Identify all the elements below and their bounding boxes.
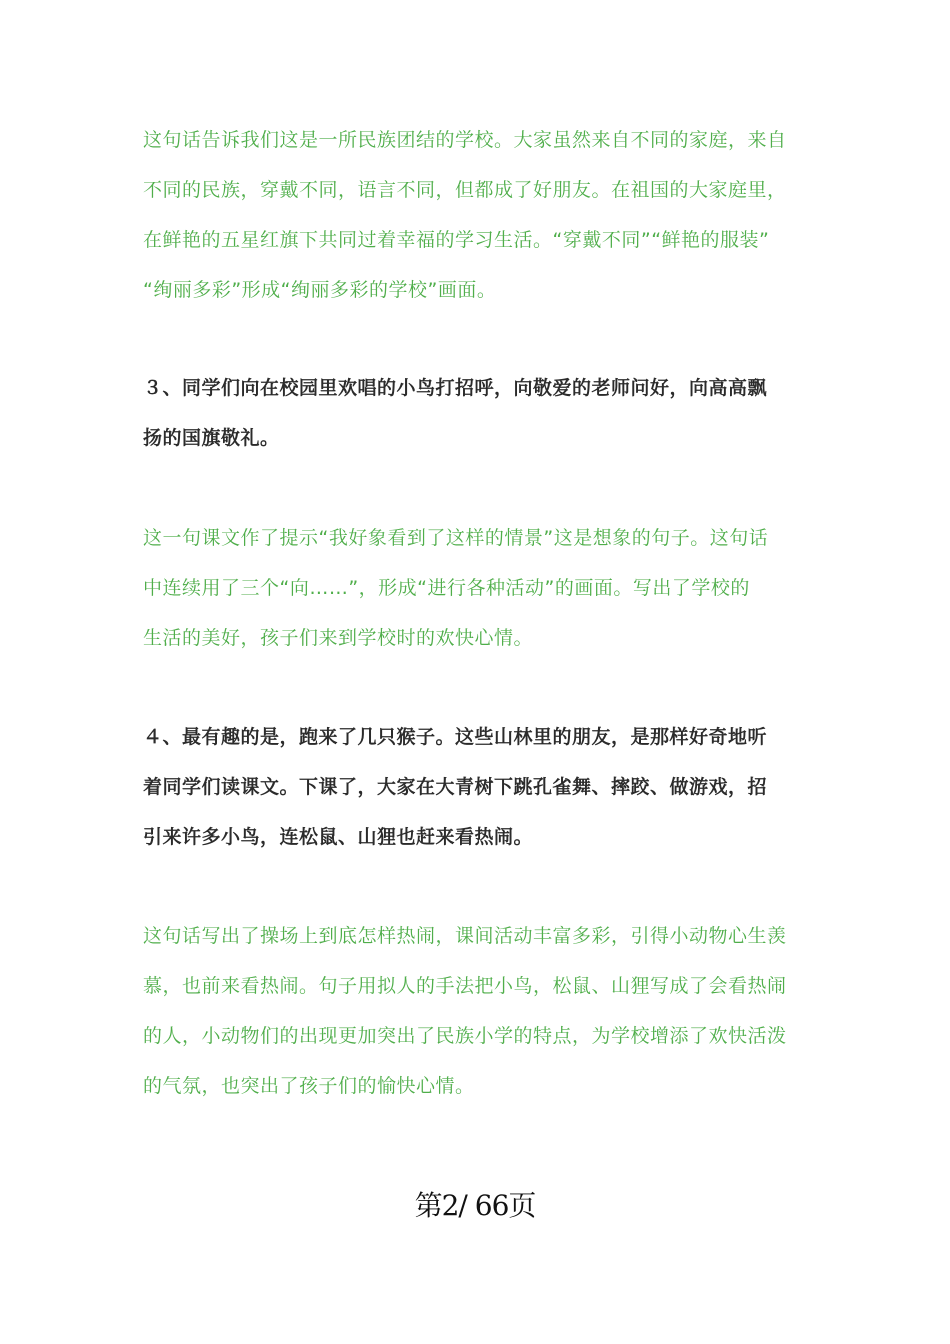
text-line: 这句话写出了操场上到底怎样热闹，课间活动丰富多彩，引得小动物心生羡 (143, 925, 787, 947)
text-line: ４、最有趣的是，跑来了几只猴子。这些山林里的朋友，是那样好奇地听 (143, 726, 768, 748)
text-line: 的气氛，也突出了孩子们的愉快心情。 (143, 1075, 475, 1097)
text-line: 这一句课文作了提示“我好象看到了这样的情景”这是想象的句子。这句话 (143, 527, 769, 549)
text-line: 中连续用了三个“向……”，形成“进行各种活动”的画面。写出了学校的 (143, 577, 750, 599)
text-line: 生活的美好，孩子们来到学校时的欢快心情。 (143, 627, 534, 649)
text-passage-4 (143, 712, 808, 862)
text-line: ３、同学们向在校园里欢唱的小鸟打招呼，向敬爱的老师问好，向高高飘 (143, 377, 768, 399)
text-line: 不同的民族，穿戴不同，语言不同，但都成了好朋友。在祖国的大家庭里， (143, 179, 787, 201)
text-line: 在鲜艳的五星红旗下共同过着幸福的学习生活。“穿戴不同”“鲜艳的服装” (143, 229, 770, 251)
text-line: 慕，也前来看热闹。句子用拟人的手法把小鸟，松鼠、山狸写成了会看热闹 (143, 975, 787, 997)
page-number: 第2/ 66页 (414, 1189, 536, 1222)
text-passage-3 (143, 363, 808, 463)
text-line: 扬的国旗敬礼。 (143, 427, 280, 449)
commentary-paragraph (143, 115, 808, 315)
text-line: 的人，小动物们的出现更加突出了民族小学的特点，为学校增添了欢快活泼 (143, 1025, 787, 1047)
commentary-paragraph (143, 513, 808, 663)
text-line: 引来许多小鸟，连松鼠、山狸也赶来看热闹。 (143, 826, 534, 848)
text-line: 这句话告诉我们这是一所民族团结的学校。大家虽然来自不同的家庭，来自 (143, 129, 787, 151)
commentary-paragraph (143, 911, 808, 1111)
text-line: “绚丽多彩”形成“绚丽多彩的学校”画面。 (143, 279, 497, 301)
text-line: 着同学们读课文。下课了，大家在大青树下跳孔雀舞、摔跤、做游戏，招 (143, 776, 768, 798)
